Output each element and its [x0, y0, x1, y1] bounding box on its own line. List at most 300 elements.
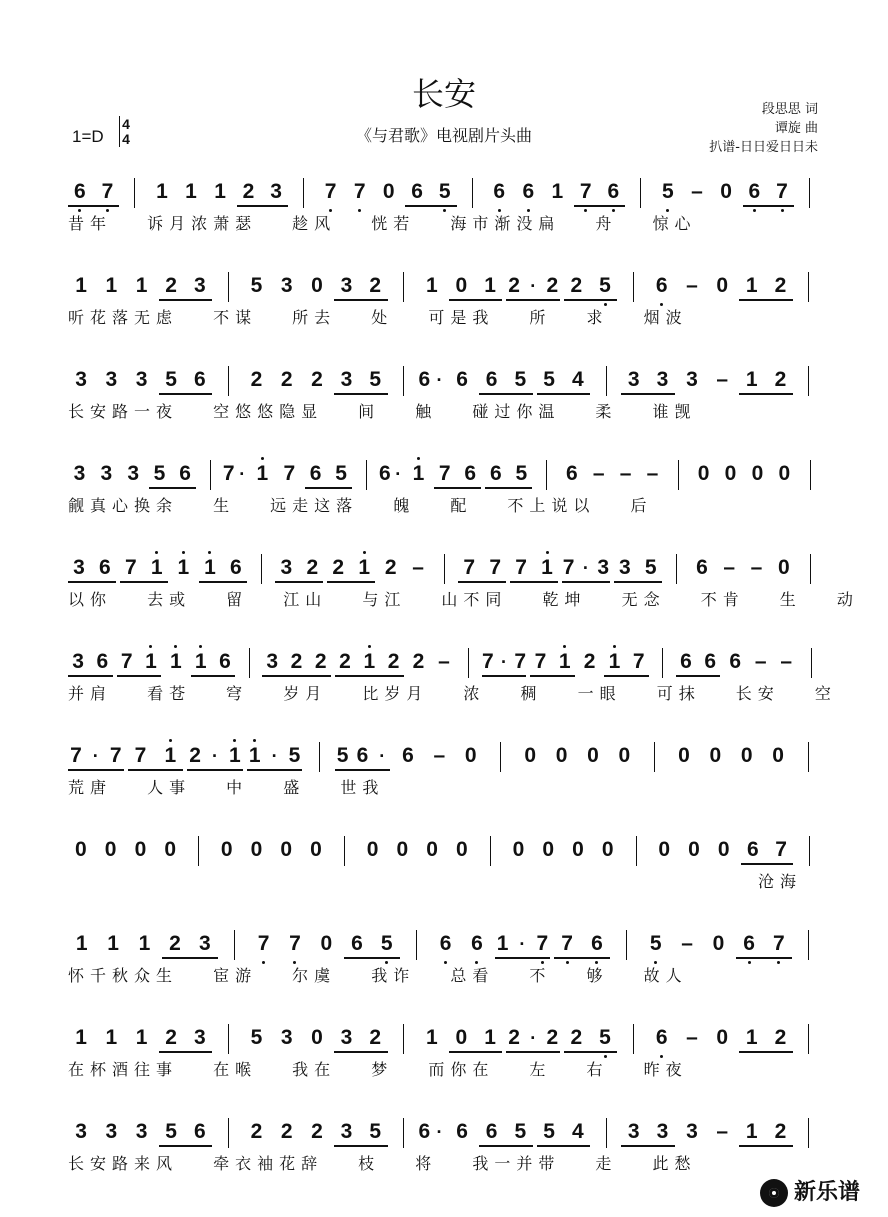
note: 3: [686, 1120, 698, 1143]
note: 5: [336, 744, 349, 767]
note: 1: [75, 1026, 87, 1049]
note: –: [780, 650, 793, 673]
beam-line: [506, 299, 559, 301]
note: 1: [551, 180, 564, 203]
score-line: [0, 368, 888, 458]
bar-line: [228, 1118, 229, 1148]
note: –: [754, 650, 767, 673]
note: 0: [712, 932, 725, 955]
note: 3: [73, 556, 85, 579]
note: 1: [745, 368, 758, 391]
bar-line: [228, 272, 229, 302]
note: 2: [546, 274, 559, 297]
beam-line: [621, 393, 674, 395]
bar-line: [606, 366, 607, 396]
beam-line: [68, 675, 113, 677]
note: 7: [124, 556, 137, 579]
note: 7: [482, 650, 494, 673]
bar-line: [468, 648, 469, 678]
note: 2: [387, 650, 400, 673]
bar-line: [198, 836, 199, 866]
note: 1: [135, 1026, 148, 1049]
beam-line: [564, 1051, 617, 1053]
note: 0: [772, 744, 784, 767]
bar-line: [490, 836, 491, 866]
bar-line: [303, 178, 304, 208]
note: 0: [134, 838, 147, 861]
bar-line: [228, 1024, 229, 1054]
note: 1: [248, 744, 261, 767]
note: 2: [290, 650, 303, 673]
bar-line: [472, 178, 473, 208]
note: 1: [105, 1026, 118, 1049]
note: 0: [601, 838, 614, 861]
low-octave-dot: [781, 209, 784, 212]
note: 7: [562, 556, 575, 579]
note: 7: [70, 744, 82, 767]
note: –: [723, 556, 736, 579]
note: 0: [716, 1026, 729, 1049]
beam-line: [604, 675, 649, 677]
beam-line: [335, 769, 391, 771]
beam-line: [149, 487, 196, 489]
note: 5: [543, 368, 555, 391]
note: 6: [471, 932, 483, 955]
bar-line: [500, 742, 501, 772]
beam-line: [743, 205, 794, 207]
note: ·: [519, 934, 526, 954]
note: 6: [179, 462, 191, 485]
note: 7: [463, 556, 476, 579]
beam-line: [485, 487, 532, 489]
note: 5: [649, 932, 662, 955]
bar-line: [546, 460, 547, 490]
beam-line: [199, 581, 247, 583]
high-octave-dot: [169, 739, 172, 742]
note: 7: [515, 556, 527, 579]
score-line: [0, 744, 888, 834]
note: 1: [194, 650, 207, 673]
beam-line: [741, 863, 794, 865]
beam-line: [159, 393, 212, 395]
beam-line: [159, 1145, 212, 1147]
note: 0: [75, 838, 87, 861]
note: 6: [402, 744, 414, 767]
note: ·: [379, 746, 386, 766]
transcriber-credit: 扒谱-日日爱日日未: [709, 140, 818, 155]
note: 5: [250, 274, 263, 297]
bar-line: [811, 648, 812, 678]
beam-line: [739, 299, 792, 301]
note: –: [681, 932, 693, 955]
note: 5: [644, 556, 657, 579]
note: –: [691, 180, 703, 203]
note: 0: [716, 274, 729, 297]
note: 0: [697, 462, 710, 485]
beam-line: [334, 393, 387, 395]
note: 2: [242, 180, 255, 203]
note: 7: [536, 932, 549, 955]
note: 0: [311, 1026, 323, 1049]
note: 1: [608, 650, 621, 673]
note: 7: [353, 180, 366, 203]
note: 6: [418, 368, 431, 391]
note: –: [412, 556, 424, 579]
beam-line: [262, 675, 331, 677]
note: 6: [309, 462, 322, 485]
note: 5: [369, 1120, 382, 1143]
beam-line: [344, 957, 400, 959]
note: –: [592, 462, 605, 485]
note: 0: [688, 838, 700, 861]
note: ·: [530, 1028, 537, 1048]
note: 0: [310, 838, 322, 861]
beam-line: [736, 957, 792, 959]
note: 6: [696, 556, 708, 579]
watermark-logo: [760, 1177, 880, 1209]
note: 0: [587, 744, 599, 767]
note: 0: [456, 838, 468, 861]
beam-line: [506, 1051, 559, 1053]
note: 0: [220, 838, 233, 861]
note: 7: [579, 180, 592, 203]
beam-line: [676, 675, 721, 677]
bar-line: [403, 272, 404, 302]
note: 3: [280, 556, 293, 579]
note: 3: [198, 932, 211, 955]
time-signature: [119, 117, 133, 147]
note: 0: [709, 744, 722, 767]
beam-line: [434, 487, 481, 489]
beam-line: [162, 957, 218, 959]
low-octave-dot: [443, 209, 446, 212]
bar-line: [654, 742, 655, 772]
note: 2: [306, 556, 319, 579]
note: 2: [250, 368, 263, 391]
note: 1: [363, 650, 376, 673]
bar-line: [403, 1024, 404, 1054]
note: 1: [156, 180, 168, 203]
note: 2: [384, 556, 397, 579]
note: 2: [412, 650, 425, 673]
note: 6: [493, 180, 506, 203]
note: 2: [165, 274, 177, 297]
score-title: 长安: [411, 75, 476, 113]
note: 6: [378, 462, 391, 485]
note: –: [686, 274, 698, 297]
low-octave-dot: [385, 961, 388, 964]
high-octave-dot: [199, 645, 202, 648]
high-octave-dot: [182, 551, 185, 554]
note: 0: [618, 744, 631, 767]
note: 7: [257, 932, 270, 955]
note: 1: [484, 274, 496, 297]
note: 1: [138, 932, 151, 955]
note: –: [716, 368, 729, 391]
low-octave-dot: [262, 961, 265, 964]
note: 3: [597, 556, 610, 579]
note: 7: [120, 650, 133, 673]
note: 5: [380, 932, 393, 955]
note: –: [619, 462, 632, 485]
note: 6: [456, 368, 468, 391]
score-line: [0, 274, 888, 364]
bar-line: [662, 648, 663, 678]
note: 0: [311, 274, 323, 297]
note: 5: [438, 180, 451, 203]
note: 1: [145, 650, 157, 673]
note: 6: [193, 1120, 206, 1143]
low-octave-dot: [748, 961, 751, 964]
note: ·: [501, 652, 508, 672]
note: 1: [745, 1120, 758, 1143]
note: 1: [541, 556, 553, 579]
bar-line: [808, 272, 809, 302]
note: 6: [418, 1120, 431, 1143]
note: 3: [100, 462, 113, 485]
beam-line: [458, 581, 506, 583]
low-octave-dot: [604, 303, 607, 306]
note: 7: [776, 180, 788, 203]
score-line: [0, 838, 888, 928]
bar-line: [319, 742, 320, 772]
note: 7: [534, 650, 547, 673]
beam-line: [334, 299, 387, 301]
beam-line: [510, 581, 558, 583]
note: 0: [555, 744, 568, 767]
low-octave-dot: [78, 209, 81, 212]
note: 1: [426, 1026, 438, 1049]
note: 3: [340, 274, 353, 297]
composer-credit: 谭旋 曲: [774, 121, 818, 136]
beam-line: [449, 1051, 502, 1053]
beam-line: [68, 581, 116, 583]
low-octave-dot: [612, 209, 615, 212]
bar-line: [810, 460, 811, 490]
note: 5: [288, 744, 301, 767]
score-line: [0, 1026, 888, 1116]
note: 5: [369, 368, 382, 391]
beam-line: [562, 581, 610, 583]
note: 2: [570, 1026, 583, 1049]
high-octave-dot: [261, 457, 264, 460]
score-line: [0, 462, 888, 552]
note: 3: [656, 1120, 669, 1143]
note: ·: [271, 746, 278, 766]
note: 3: [135, 1120, 148, 1143]
note: 6: [411, 180, 423, 203]
note: 7: [775, 838, 787, 861]
high-octave-dot: [613, 645, 616, 648]
note: 3: [340, 1120, 353, 1143]
note: ·: [212, 746, 218, 766]
note: 1: [169, 650, 182, 673]
note: 0: [426, 838, 438, 861]
note: 6: [439, 932, 452, 955]
bar-line: [234, 930, 235, 960]
note: –: [716, 1120, 729, 1143]
note: 0: [658, 838, 671, 861]
note: 6: [704, 650, 717, 673]
beam-line: [335, 675, 404, 677]
lyric-line: 觎真心换余 生 远走这落 魄 配 不上说以 后: [68, 496, 653, 515]
note: 5: [165, 1120, 177, 1143]
note: 3: [73, 462, 86, 485]
note: –: [750, 556, 763, 579]
low-octave-dot: [566, 961, 569, 964]
beam-line: [530, 675, 575, 677]
note: 7: [134, 744, 147, 767]
note: 6: [464, 462, 477, 485]
bar-line: [403, 366, 404, 396]
note: 2: [165, 1026, 177, 1049]
note: ·: [239, 464, 246, 484]
beam-line: [117, 675, 162, 677]
beam-line: [495, 957, 551, 959]
low-octave-dot: [106, 209, 109, 212]
score-subtitle: 《与君歌》电视剧片头曲: [355, 126, 532, 145]
note: 1: [107, 932, 119, 955]
lyric-line: 以你 去或 留 江山 与江 山不同 乾坤 无念 不肯 生 动: [68, 590, 859, 609]
score-line: [0, 556, 888, 646]
note: 0: [740, 744, 753, 767]
bar-line: [416, 930, 417, 960]
note: 1: [484, 1026, 496, 1049]
low-octave-dot: [753, 209, 756, 212]
note: 0: [720, 180, 732, 203]
note: 2: [339, 650, 351, 673]
note: 0: [512, 838, 525, 861]
note: 0: [455, 1026, 468, 1049]
note: 7: [101, 180, 114, 203]
note: 6: [729, 650, 741, 673]
note: 6: [743, 932, 755, 955]
bar-line: [809, 178, 810, 208]
note: 1: [185, 180, 197, 203]
note: 1: [256, 462, 269, 485]
note: 5: [599, 274, 611, 297]
note: 2: [774, 1120, 787, 1143]
note: 1: [75, 274, 87, 297]
low-octave-dot: [660, 303, 663, 306]
note: 3: [72, 650, 84, 673]
bar-line: [626, 930, 627, 960]
note: 2: [280, 368, 293, 391]
note: 5: [543, 1120, 555, 1143]
note: 3: [270, 180, 282, 203]
beam-line: [237, 205, 288, 207]
note: ·: [92, 746, 99, 766]
note: 6: [351, 932, 363, 955]
bar-line: [134, 178, 135, 208]
note: 4: [571, 1120, 584, 1143]
beam-line: [68, 769, 124, 771]
note: 0: [464, 744, 477, 767]
note: 6: [748, 180, 761, 203]
note: 1: [150, 556, 163, 579]
note: 0: [280, 838, 293, 861]
beam-line: [554, 957, 610, 959]
time-bottom: 4: [122, 131, 130, 147]
beam-line: [739, 393, 792, 395]
note: 2: [774, 368, 787, 391]
beam-line: [191, 675, 236, 677]
note: 6: [485, 368, 498, 391]
note: 6: [96, 650, 109, 673]
low-octave-dot: [777, 961, 780, 964]
note: 0: [250, 838, 263, 861]
note: 3: [75, 1120, 87, 1143]
lyric-line: 荒唐 人事 中 盛 世我: [68, 778, 385, 797]
lyric-line: 听花落无虑 不谋 所去 处 可是我 所 求 烟波: [68, 308, 688, 327]
note: 6: [607, 180, 620, 203]
note: 3: [135, 368, 148, 391]
note: 0: [396, 838, 409, 861]
beam-line: [68, 205, 119, 207]
note: 5: [515, 462, 528, 485]
bar-line: [808, 366, 809, 396]
lyricist-credit: 段思思 词: [761, 102, 818, 117]
note: 2: [369, 1026, 382, 1049]
note: 3: [266, 650, 279, 673]
lyric-line: 昔年 诉月浓萧瑟 趁风 恍若 海市渐没扁 舟 惊心: [68, 214, 697, 233]
low-octave-dot: [498, 209, 501, 212]
note: –: [433, 744, 446, 767]
note: 2: [774, 274, 787, 297]
high-octave-dot: [563, 645, 566, 648]
note: 3: [340, 1026, 353, 1049]
beam-line: [537, 393, 590, 395]
beam-line: [482, 675, 527, 677]
bar-line: [344, 836, 345, 866]
beam-line: [537, 1145, 590, 1147]
beam-line: [621, 1145, 674, 1147]
note: 6: [680, 650, 692, 673]
bar-line: [808, 742, 809, 772]
note: 5: [662, 180, 674, 203]
beam-line: [128, 769, 184, 771]
note: 2: [314, 650, 327, 673]
note: 3: [686, 368, 698, 391]
low-octave-dot: [654, 961, 657, 964]
note: 7: [289, 932, 301, 955]
note: 0: [724, 462, 737, 485]
note: ·: [395, 464, 402, 484]
note: 6: [746, 838, 759, 861]
beam-line: [739, 1051, 792, 1053]
note: 6: [489, 462, 502, 485]
beam-line: [449, 299, 502, 301]
note: 1: [105, 274, 118, 297]
low-octave-dot: [660, 1055, 663, 1058]
note: 5: [599, 1026, 611, 1049]
note: 1: [558, 650, 571, 673]
note: 0: [164, 838, 177, 861]
note: ·: [582, 558, 589, 578]
note: 1: [204, 556, 216, 579]
note: 0: [717, 838, 730, 861]
beam-line: [334, 1145, 387, 1147]
beam-line: [305, 487, 352, 489]
low-octave-dot: [666, 209, 669, 212]
note: 2: [311, 368, 323, 391]
beam-line: [574, 205, 625, 207]
bar-line: [809, 836, 810, 866]
note: –: [686, 1026, 698, 1049]
time-top: 4: [122, 116, 130, 132]
note: 7: [632, 650, 645, 673]
note: 1: [412, 462, 425, 485]
